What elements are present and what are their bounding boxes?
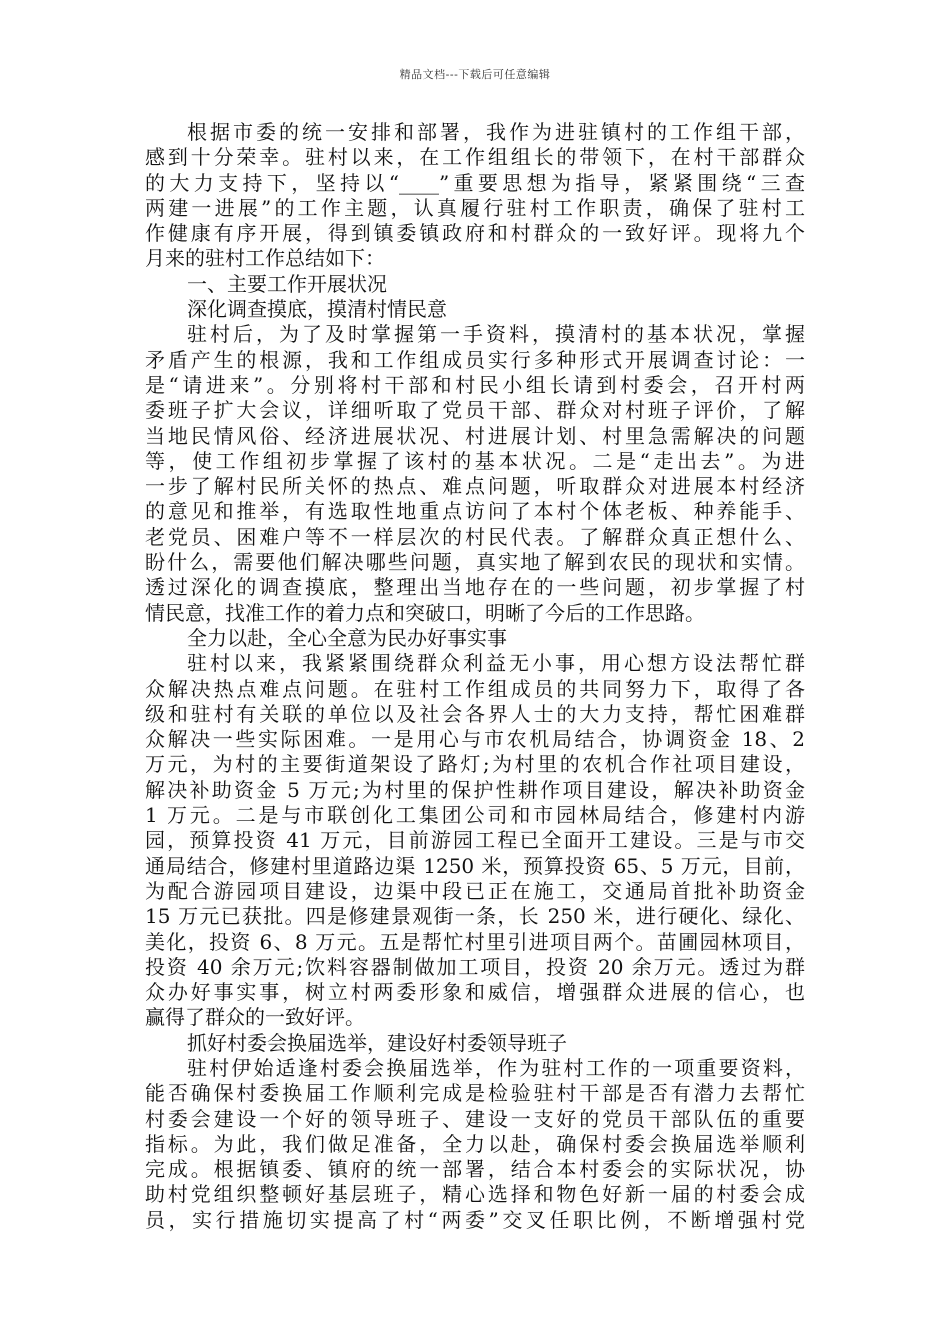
text-line: 等，使工作组初步掌握了该村的基本状况。二是“走出去”。为进: [145, 448, 805, 473]
text-line: 两建一进展”的工作主题，认真履行驻村工作职责，确保了驻村工: [145, 195, 805, 220]
text-line: 深化调查摸底，摸清村情民意: [187, 297, 447, 322]
text-line: 全力以赴，全心全意为民办好事实事: [187, 625, 507, 650]
text-line: 一、主要工作开展状况: [187, 271, 387, 296]
text-line: 赢得了群众的一致好评。: [145, 1005, 365, 1030]
text-line: 级和驻村有关联的单位以及社会各界人士的大力支持，帮忙困难群: [145, 701, 805, 726]
text-line: 指标。为此，我们做足准备，全力以赴，确保村委会换届选举顺利: [145, 1131, 805, 1156]
document-body: [145, 120, 805, 1233]
text-line: 是“请进来”。分别将村干部和村民小组长请到村委会，召开村两: [145, 372, 805, 397]
text-line: 抓好村委会换届选举，建设好村委领导班子: [187, 1030, 567, 1055]
text-line: 根据市委的统一安排和部署，我作为进驻镇村的工作组干部，: [187, 120, 805, 144]
text-line: 一步了解村民所关怀的热点、难点问题，听取群众对进展本村经济: [145, 474, 805, 499]
text-line: 作健康有序开展，得到镇委镇政府和村群众的一致好评。现将九个: [145, 221, 805, 246]
text-line: 园，预算投资 41 万元，目前游园工程已全面开工建设。三是与市交: [145, 828, 805, 853]
text-line: 助村党组织整顿好基层班子，精心选择和物色好新一届的村委会成: [145, 1182, 805, 1207]
text-line: 透过深化的调查摸底，整理出当地存在的一些问题，初步掌握了村: [145, 575, 805, 600]
text-line: 通局结合，修建村里道路边渠 1250 米，预算投资 65、5 万元，目前，: [145, 853, 805, 878]
text-line: 委班子扩大会议，详细听取了党员干部、群众对村班子评价，了解: [145, 398, 805, 423]
text-line: 员，实行措施切实提高了村“两委”交叉任职比例，不断增强村党: [145, 1207, 805, 1232]
page-header: 精品文档---下载后可任意编辑: [399, 68, 551, 81]
text-line: 盼什么，需要他们解决哪些问题，真实地了解到农民的现状和实情。: [145, 550, 805, 575]
text-line: 月来的驻村工作总结如下：: [145, 246, 385, 271]
text-line: 完成。根据镇委、镇府的统一部署，结合本村委会的实际状况，协: [145, 1157, 805, 1182]
text-line: 驻村伊始适逢村委会换届选举，作为驻村工作的一项重要资料，: [187, 1055, 805, 1080]
text-line: 投资 40 余万元;饮料容器制做加工项目，投资 20 余万元。透过为群: [145, 954, 805, 979]
text-line: 为配合游园项目建设，边渠中段已正在施工，交通局首批补助资金: [145, 878, 805, 903]
text-line: 村委会建设一个好的领导班子、建设一支好的党员干部队伍的重要: [145, 1106, 805, 1131]
text-line: 15 万元已获批。四是修建景观街一条，长 250 米，进行硬化、绿化、: [145, 904, 805, 929]
text-line: 众解决热点难点问题。在驻村工作组成员的共同努力下，取得了各: [145, 676, 805, 701]
text-line: 感到十分荣幸。驻村以来，在工作组组长的带领下，在村干部群众: [145, 145, 805, 170]
text-line: 驻村以来，我紧紧围绕群众利益无小事，用心想方设法帮忙群: [187, 651, 805, 676]
text-line: 1 万元。二是与市联创化工集团公司和市园林局结合，修建村内游: [145, 803, 805, 828]
text-line: 的大力支持下，坚持以“____”重要思想为指导，紧紧围绕“三查: [145, 170, 805, 195]
text-line: 矛盾产生的根源，我和工作组成员实行多种形式开展调查讨论：一: [145, 347, 805, 372]
text-line: 解决补助资金 5 万元;为村里的保护性耕作项目建设，解决补助资金: [145, 777, 805, 802]
text-line: 的意见和推举，有选取性地重点访问了本村个体老板、种养能手、: [145, 499, 805, 524]
text-line: 能否确保村委换届工作顺利完成是检验驻村干部是否有潜力去帮忙: [145, 1081, 805, 1106]
text-line: 老党员、困难户等不一样层次的村民代表。了解群众真正想什么、: [145, 524, 805, 549]
text-line: 美化，投资 6、8 万元。五是帮忙村里引进项目两个。苗圃园林项目，: [145, 929, 805, 954]
text-line: 驻村后，为了及时掌握第一手资料，摸清村的基本状况，掌握: [187, 322, 805, 347]
text-line: 万元，为村的主要街道架设了路灯;为村里的农机合作社项目建设，: [145, 752, 805, 777]
text-line: 情民意，找准工作的着力点和突破口，明晰了今后的工作思路。: [145, 600, 705, 625]
text-line: 当地民情风俗、经济进展状况、村进展计划、村里急需解决的问题: [145, 423, 805, 448]
text-line: 众办好事实事，树立村两委形象和威信，增强群众进展的信心，也: [145, 980, 805, 1005]
text-line: 众解决一些实际困难。一是用心与市农机局结合，协调资金 18、2: [145, 727, 805, 752]
